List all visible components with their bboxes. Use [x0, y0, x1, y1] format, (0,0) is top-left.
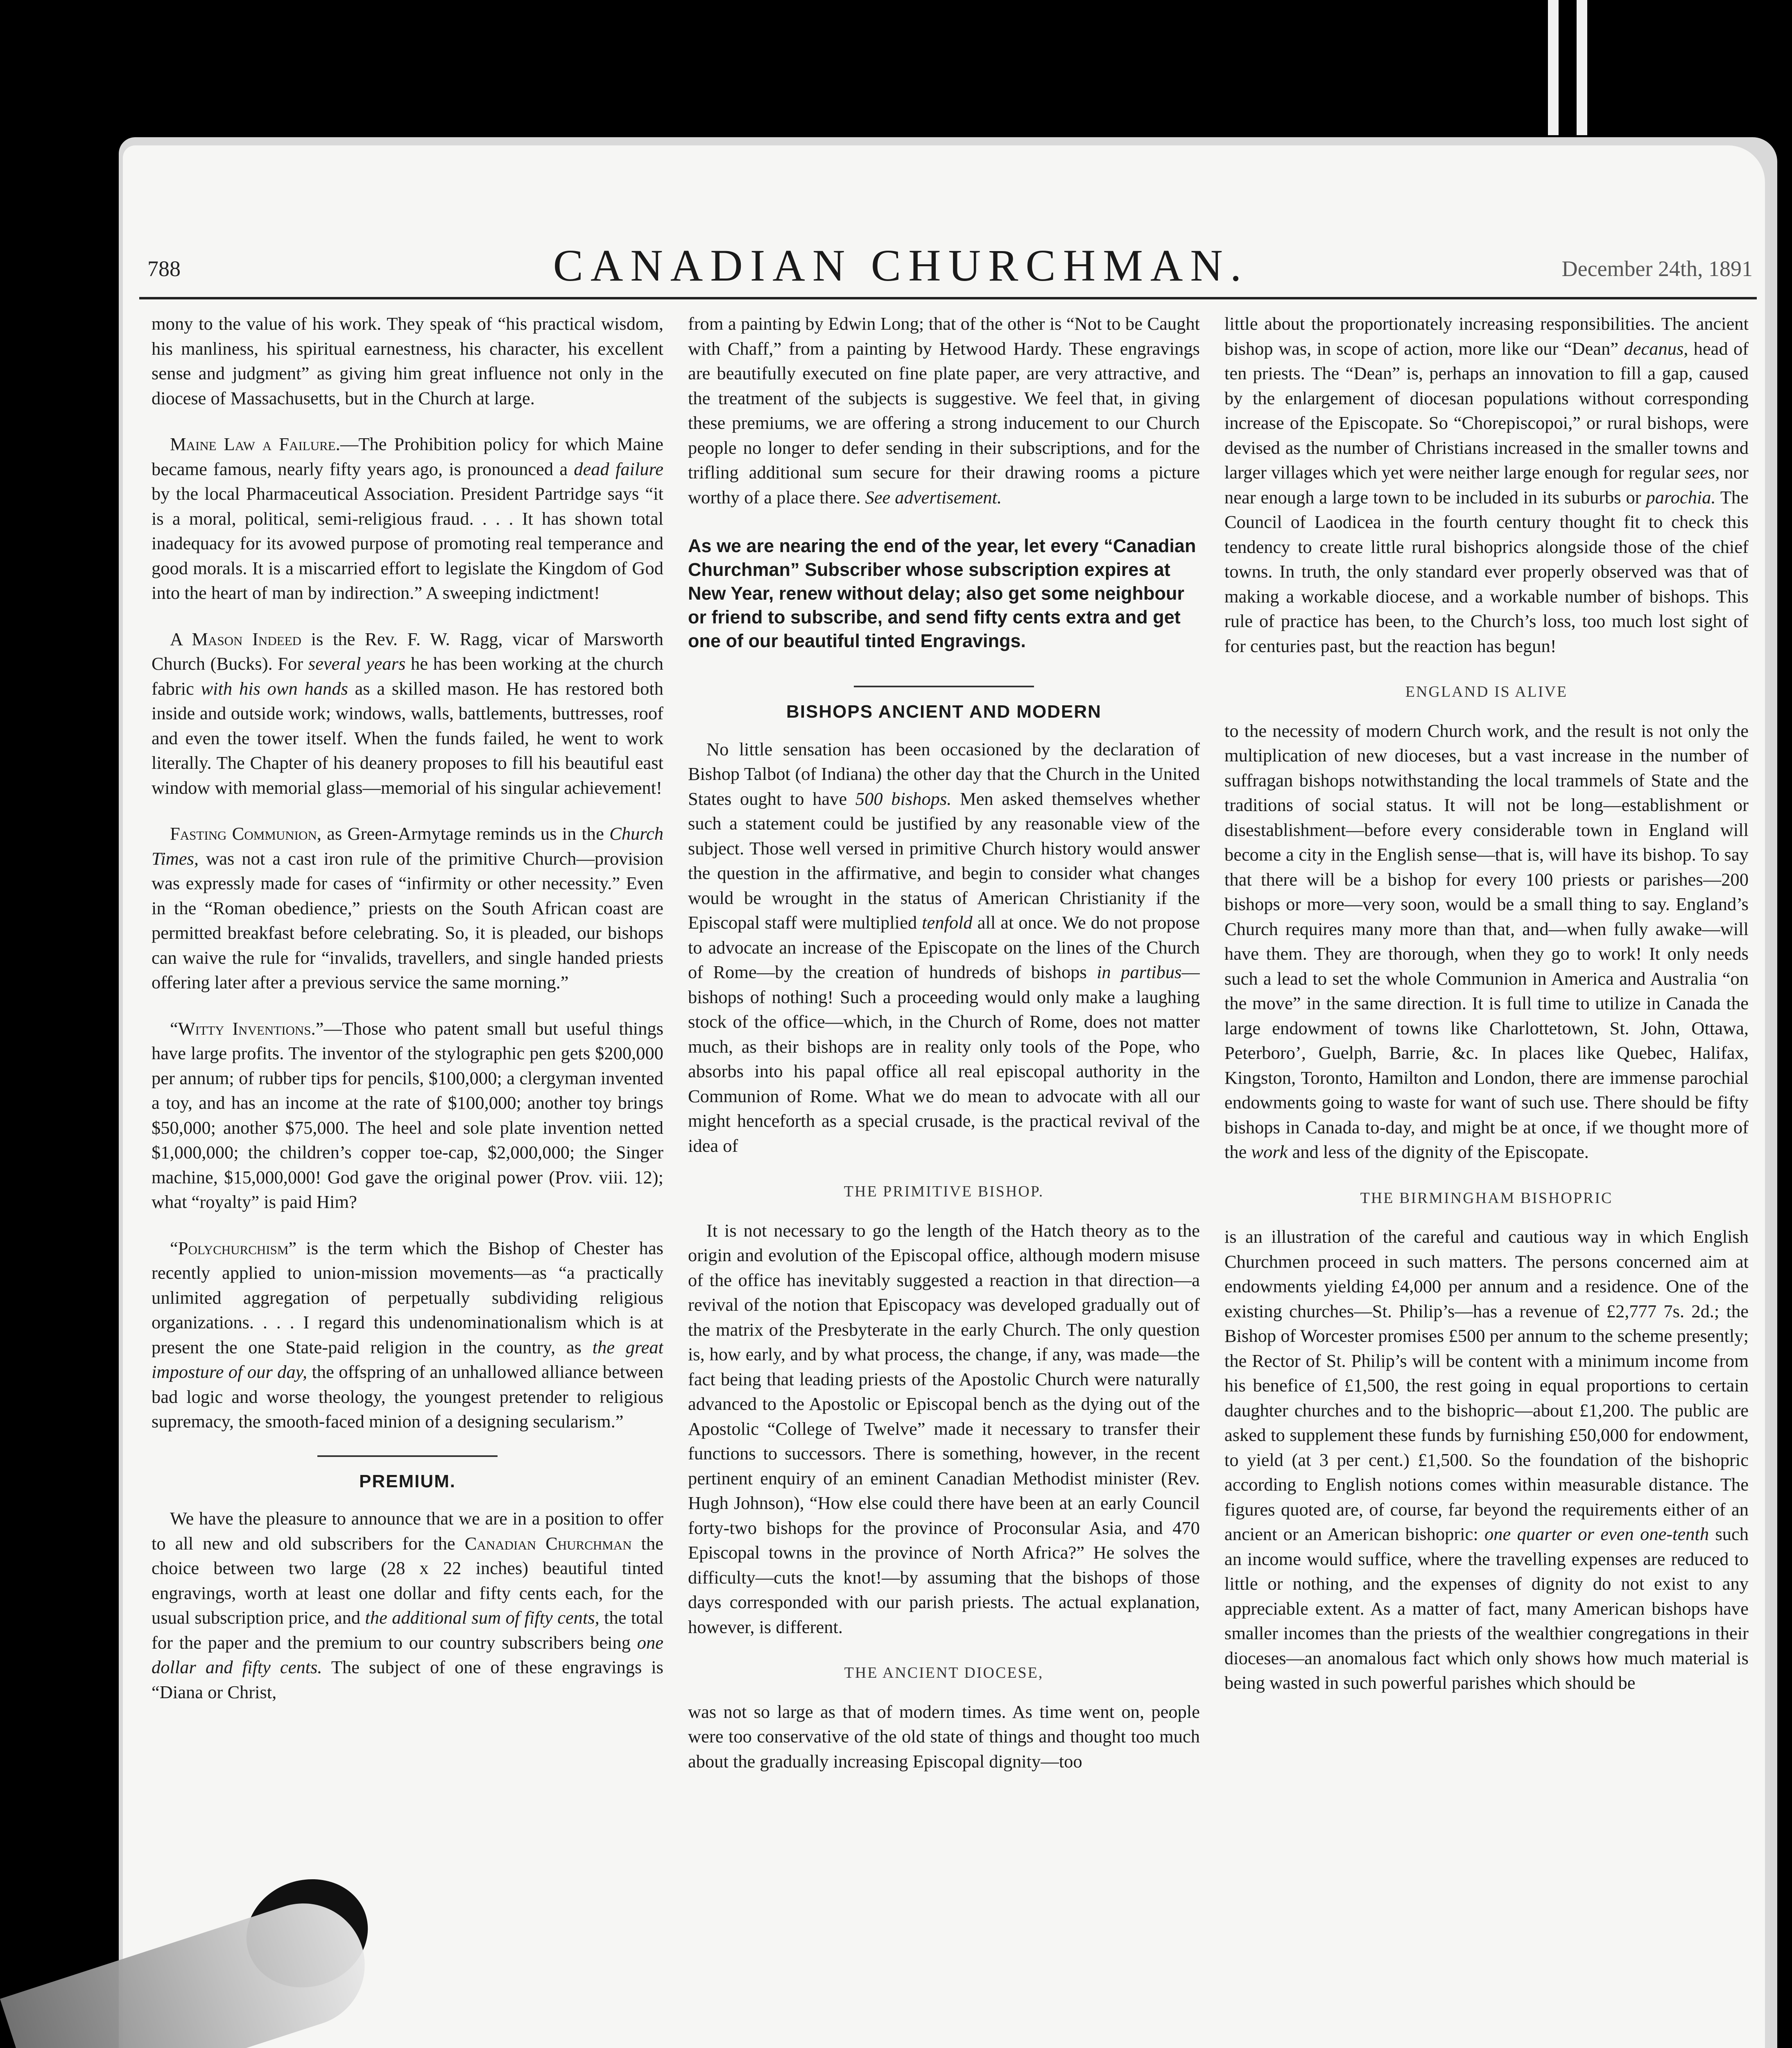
paragraph: is an illustration of the careful and cautious way in which English Churchmen proceed in such matters. The persons concerned aim at endowments yielding £4,000 per annum and a residence. One of the existing churches—St. Philip’s—has a revenue of £2,777 7s. 2d.; the Bishop of Worcester promises £500 per annum to the scheme presently; the Rector of St. Philip’s will be content with a minimum income from his benefice of £1,500, the rest going in equal proportions to certain daughter churches and to the bishopric—about £1,200. The public are asked to supplement these funds by furnishing £50,000 for endowment, to yield (at 3 per cent.) £1,500. So the foundation of the bishopric according to English notions comes within measurable distance. The figures quoted are, of course, far beyond the requirements either of an ancient or an American bishopric: one quarter or even one-tenth such an income would suffice, where the travelling expenses are reduced to little or nothing, and the expenses of dignity do not exist to any appreciable extent. As a matter of fact, many American bishops have smaller incomes than the priests of the wealthier congregations in their dioceses—an anomalous fact which only shows how much material is being wasted in such powerful parishes which should be — [1224, 1226, 1749, 1693]
issue-date: December 24th, 1891 — [1561, 256, 1753, 281]
premium-heading: PREMIUM. — [359, 1471, 456, 1491]
page-number: 788 — [147, 256, 181, 281]
paragraph: to the necessity of modern Church work, and the result is not only the multiplication of new dioceses, but a vast increase in the number of suffragan bishops notwithstanding the local trammels of State and the traditions of social status. It will not be long—establishment or disestablishment—before every considerable town in England will become a city in the English sense—that is, will have its bishop. To say that there will be a bishop for every 100 priests or parishes—200 bishops or more—very soon, would be a small thing to say. England’s Church requires many more than that, and—when fully awake—will have them. They are thorough, when they go to work! It only needs such a lead to set the whole Communion in America and Australia “on the move” in the same direction. It is full time to utilize in Canada the large endowment of towns like Charlottetown, St. John, Ottawa, Peterboro’, Guelph, Barrie, &c. In places like Quebec, Halifax, Kingston, Toronto, Hamilton and London, there are immense parochial endowments going to waste for want of such use. There should be fifty bishops in Canada to-day, and might be at once, if we thought more of the work and less of the dignity of the Episcopate. — [1224, 720, 1749, 1162]
ancient-diocese-heading: THE ANCIENT DIOCESE, — [844, 1664, 1044, 1681]
paragraph-fasting-communion: Fasting Communion, as Green-Armytage reminds us in the Church Times, was not a cast iron rule of the primitive Church—provision was expressly made for cases of “infirmity or other necessity.” Even in the “Roman obedience,” priests on the South African coast are permitted breakfast before celebrating. So, it is pleaded, our bishops can waive the rule for “invalids, travellers, and single handed priests offering later after a previous service the same morning.” — [152, 823, 663, 992]
paragraph-witty-inventions: “Witty Inventions.”—Those who patent small but useful things have large profits. The inventor of the stylographic pen gets $200,000 per annum; of rubber tips for pencils, $100,000; a clergyman invented a toy, and has an income at the rate of $100,000; another toy brings $50,000; another $75,000. The heel and sole plate invention netted $1,000,000; the children’s copper toe-cap, $2,000,000; the Singer machine, $15,000,000! God gave the original power (Prov. viii. 12); what “royalty” is paid Him? — [152, 1018, 663, 1212]
column-3 — [1224, 311, 1749, 2048]
newspaper-page — [123, 145, 1765, 2048]
subscription-notice: As we are nearing the end of the year, let every “Canadian Churchman” Subscriber whose subscription expires at New Year, renew without delay; also get some neighbour or friend to subscribe, and send fifty cents extra and get one of our beautiful tinted Engravings. — [688, 535, 1196, 651]
bishops-heading: BISHOPS ANCIENT AND MODERN — [786, 702, 1102, 722]
paragraph: It is not necessary to go the length of the Hatch theory as to the origin and evolution of the Episcopal office, although modern misuse of the office has inevitably suggested a reaction in that direction—a revival of the notion that Episcopacy was developed gradually out of the matrix of the Presbyterate in the early Church. The only question is, how early, and by what process, the change, if any, was made—the fact being that leading priests of the Apostolic Church were naturally advanced to the Apostolic or Episcopal bench as the dying out of the Apostolic “College of Twelve” made it necessary to transfer their functions to successors. There is something, however, in the recent pertinent enquiry of an eminent Canadian Methodist minister (Rev. Hugh Johnson), “How else could there have been at an early Council forty-two bishops for the province of Proconsular Asia, and 470 Episcopal towns in the province of North Africa?” He solves the difficulty—cuts the knot!—by assuming that the bishops of those days corresponded with our parish priests. The actual explanation, however, is different. — [688, 1220, 1200, 1637]
column-1 — [152, 311, 663, 2048]
paragraph: little about the proportionately increasing responsibilities. The ancient bishop was, in scope of action, more like our “Dean” decanus, head of ten priests. The “Dean” is, perhaps an innovation to fill a gap, caused by the enlargement of diocesan populations without corresponding increase of the Episcopate. So “Chorepiscopoi,” or rural bishops, were devised as the number of Christians increased in the smaller towns and larger villages which yet were neither large enough for regular sees, nor near enough a large town to be included in its suburbs or parochia. The Council of Laodicea in the fourth century thought fit to check this tendency to create little rural bishoprics alongside those of the chief towns. In truth, the only standard ever properly observed was that of making a workable diocese, and a workable number of bishops. This rule of practice has been, to the Church’s loss, too much lost sight of for centuries past, but the reaction has begun! — [1224, 313, 1749, 656]
paragraph-maine-law: Maine Law a Failure.—The Prohibition policy for which Maine became famous, nearly fifty years ago, is pronounced a dead failure by the local Pharmaceutical Association. President Partridge says “it is a moral, political, semi-religious fraud. . . . It has shown total inadequacy for its avowed purpose of promoting real temperance and good morals. It is a miscarried effort to legislate the Kingdom of God into the heart of man by indirection.” A sweeping indictment! — [152, 434, 663, 603]
running-header — [123, 231, 1765, 297]
paragraph: mony to the value of his work. They speak of “his practical wisdom, his manliness, his spiritual earnestness, his character, his excellent sense and judgment” as giving him great influence not only in the diocese of Massachusetts, but in the Church at large. — [152, 313, 663, 408]
paragraph: No little sensation has been occasioned by the declaration of Bishop Talbot (of Indiana) the other day that the Church in the United States ought to have 500 bishops. Men asked themselves whether such a statement could be justified by any reasonable view of the subject. Those well versed in primitive Church history would answer the question in the affirmative, and begin to consider what changes would be wrought in the status of American Christianity if the Episcopal staff were multiplied tenfold all at once. We do not propose to advocate an increase of the Episcopate on the lines of the Church of Rome—by the creation of hundreds of bishops in partibus—bishops of nothing! Such a proceeding would only make a laughing stock of the office—which, in the Church of Rome, does not matter much, as their bishops are in reality only tools of the Pope, who absorbs into his papal office all real episcopal authority in the Communion of Rome. What we do mean to advocate with all our might henceforth as a special crusade, is the practical revival of the idea of — [688, 739, 1200, 1156]
section-divider — [854, 686, 1034, 687]
primitive-bishop-heading: THE PRIMITIVE BISHOP. — [844, 1183, 1044, 1200]
paragraph-premium: We have the pleasure to announce that we are in a position to offer to all new and old subscribers for the Canadian Churchman the choice between two large (28 x 22 inches) beautiful tinted engravings, worth at least one dollar and fifty cents each, for the usual subscription price, and the additional sum of fifty cents, the total for the paper and the premium to our country subscribers being one dollar and fifty cents. The subject of one of these engravings is “Diana or Christ, — [152, 1508, 663, 1702]
paragraph-mason-indeed: A Mason Indeed is the Rev. F. W. Ragg, vicar of Marsworth Church (Bucks). For several years he has been working at the church fabric with his own hands as a skilled mason. He has restored both inside and outside work; windows, walls, battlements, buttresses, roof and even the tower itself. When the funds failed, he went to work literally. The Chapter of his deanery proposes to fill his beautiful east window with memorial glass—memorial of his singular achievement! — [152, 628, 663, 798]
run-in-heading: “Polychurchism” — [170, 1237, 297, 1258]
masthead-title: CANADIAN CHURCHMAN. — [553, 240, 1249, 290]
run-in-heading: A Mason Indeed — [170, 628, 301, 649]
header-rule — [139, 297, 1757, 299]
paragraph: from a painting by Edwin Long; that of the other is “Not to be Caught with Chaff,” from a painting by Hetwood Hardy. These engravings are beautifully executed on fine plate paper, are very attractive, and the treatment of the subjects is suggestive. We feel that, in giving these premiums, we are offering a strong inducement to our Church people no longer to defer sending in their subscriptions, and for the trifling additional sum secure for their drawing rooms a picture worthy of a place there. See advertisement. — [688, 313, 1200, 507]
run-in-heading: Fasting Communion, — [170, 823, 321, 844]
section-divider — [317, 1455, 498, 1457]
run-in-heading: Maine Law a Failure. — [170, 434, 340, 454]
birmingham-bishopric-heading: THE BIRMINGHAM BISHOPRIC — [1360, 1189, 1613, 1207]
paragraph-polychurchism: “Polychurchism” is the term which the Bishop of Chester has recently applied to union-mission movements—as “a practically unlimited aggregation of perpetually subdividing religious organizations. . . . I regard this undenominationalism which is at present the one State-paid religion in the country, as the great imposture of our day, the offspring of an unhallowed alliance between bad logic and worse theology, the youngest pretender to religious supremacy, the smooth-faced minion of a designing secularism.” — [152, 1237, 663, 1432]
top-register-bars — [1548, 0, 1597, 135]
column-2 — [688, 311, 1200, 2048]
england-alive-heading: ENGLAND IS ALIVE — [1405, 683, 1568, 700]
run-in-heading: “Witty Inventions.” — [170, 1018, 324, 1039]
paragraph: was not so large as that of modern times. As time went on, people were too conservative of the old state of things and thought too much about the gradually increasing Episcopal dignity—too — [688, 1701, 1200, 1772]
